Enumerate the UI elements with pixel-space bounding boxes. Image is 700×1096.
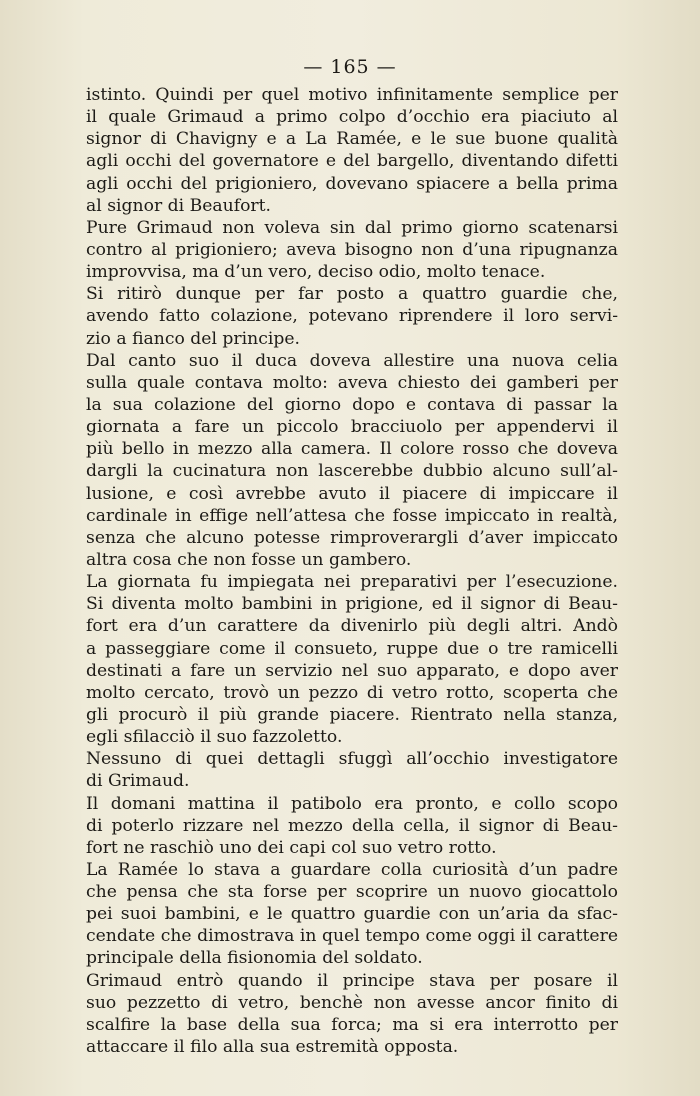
page-number: — 165 — (303, 56, 397, 78)
text-line: Pure Grimaud non voleva sin dal primo giorno scatenarsi (86, 217, 618, 238)
text-line: di Grimaud. (86, 771, 190, 792)
text-line: La giornata fu impiegata nei preparativi per l’esecuzione. (86, 572, 618, 593)
text-line: Grimaud entrò quando il principe stava per posare il (86, 970, 618, 991)
text-line: zio a fianco del principe. (86, 328, 300, 349)
text-line: Il domani mattina il patibolo era pronto, e collo scopo (86, 793, 618, 814)
text-line: altra cosa che non fosse un gambero. (86, 549, 412, 570)
text-line: molto cercato, trovò un pezzo di vetro rotto, scoperta che (86, 682, 618, 703)
text-line: attaccare il filo alla sua estremità opposta. (86, 1037, 459, 1058)
text-line: cardinale in effige nell’attesa che fosse impiccato in realtà, (86, 505, 618, 526)
text-line: istinto. Quindi per quel motivo infinitamente semplice per (86, 85, 618, 105)
text-line: al signor di Beaufort. (86, 195, 272, 216)
text-line: fort era d’un carattere da divenirlo più degli altri. Andò (86, 616, 618, 637)
text-line: agli occhi del governatore e del bargello, diventando difetti (86, 151, 618, 172)
text-line: fort ne raschiò uno dei capi col suo vetro rotto. (86, 837, 497, 858)
text-line: di poterlo rizzare nel mezzo della cella, il signor di Beau- (86, 815, 618, 836)
text-line: Si diventa molto bambini in prigione, ed il signor di Beau- (86, 594, 618, 615)
text-line: gli procurò il più grande piacere. Rientrato nella stanza, (86, 704, 618, 725)
text-line: contro al prigioniero; aveva bisogno non d’una ripugnanza (86, 239, 618, 260)
text-line: principale della fisionomia del soldato. (86, 948, 423, 969)
text-line: sulla quale contava molto: aveva chiesto dei gamberi per (86, 372, 618, 393)
text-line: pei suoi bambini, e le quattro guardie con un’aria da sfac- (86, 904, 618, 925)
text-line: destinati a fare un servizio nel suo apparato, e dopo aver (86, 660, 618, 681)
text-line: avendo fatto colazione, potevano riprendere il loro servi- (86, 306, 618, 327)
text-line: a passeggiare come il consueto, ruppe due o tre ramicelli (86, 638, 618, 659)
text-line: cendate che dimostrava in quel tempo come oggi il carattere (86, 926, 618, 947)
text-line: egli sfilacciò il suo fazzoletto. (86, 727, 343, 748)
text-line: signor di Chavigny e a La Ramée, e le sue buone qualità (86, 129, 618, 150)
text-line: la sua colazione del giorno dopo e contava di passar la (86, 394, 618, 415)
text-line: senza che alcuno potesse rimproverargli d’aver impiccato (86, 527, 618, 548)
text-line: La Ramée lo stava a guardare colla curiosità d’un padre (86, 859, 618, 880)
text-line: agli occhi del prigioniero, dovevano spiacere a bella prima (86, 173, 618, 194)
text-line: Si ritirò dunque per far posto a quattro guardie che, (86, 284, 618, 305)
text-line: che pensa che sta forse per scoprire un nuovo giocattolo (86, 882, 618, 903)
text-line: Dal canto suo il duca doveva allestire una nuova celia (86, 350, 618, 371)
text-line: scalfire la base della sua forca; ma si era interrotto per (86, 1014, 618, 1035)
body-text (86, 84, 618, 1058)
text-line: dargli la cucinatura non lascerebbe dubbio alcuno sull’al- (86, 461, 618, 482)
text-line: giornata a fare un piccolo bracciuolo per appendervi il (86, 417, 618, 438)
text-line: improvvisa, ma d’un vero, deciso odio, molto tenace. (86, 262, 546, 283)
text-line: lusione, e così avrebbe avuto il piacere di impiccare il (86, 483, 618, 504)
text-line: il quale Grimaud a primo colpo d’occhio era piaciuto al (86, 107, 618, 128)
text-line: più bello in mezzo alla camera. Il colore rosso che doveva (86, 439, 618, 460)
text-line: Nessuno di quei dettagli sfuggì all’occhio investigatore (86, 749, 618, 770)
text-line: suo pezzetto di vetro, benchè non avesse ancor finito di (86, 992, 618, 1013)
